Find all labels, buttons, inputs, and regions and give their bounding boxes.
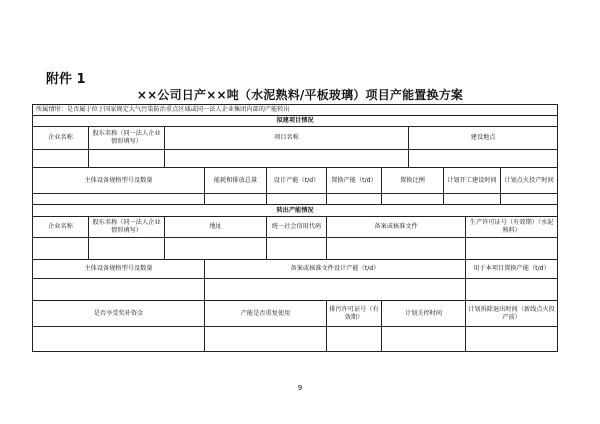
discharge-permit-label: 排污许可证号（有效期） <box>327 301 382 327</box>
cell <box>327 327 382 352</box>
new-project-heading: 拟建项目情况 <box>33 116 558 127</box>
new-main-equipment-label: 主体设备规格型号及数量 <box>33 168 205 194</box>
cell <box>33 279 205 301</box>
filing-docs-label: 备案或核准文件 <box>327 217 466 238</box>
cell <box>267 238 327 260</box>
cell <box>501 194 558 205</box>
cell <box>466 279 558 301</box>
cell <box>33 150 89 168</box>
attachment-label: 附件 1 <box>46 72 86 87</box>
transfer-company-name-label: 企业名称 <box>33 217 89 238</box>
document-title: ××公司日产××吨（水泥熟料/平板玻璃）项目产能置换方案 <box>136 88 464 102</box>
page-number: 9 <box>297 384 303 392</box>
cell <box>267 194 327 205</box>
subsidy-label: 是否享受奖补资金 <box>33 301 205 327</box>
location-label: 建设地点 <box>409 127 558 150</box>
reuse-label: 产能是否重复使用 <box>205 301 327 327</box>
cell <box>327 194 382 205</box>
cell <box>89 150 165 168</box>
used-capacity-label: 用于本项目置换产能（t/d） <box>466 260 558 279</box>
project-name-label: 项目名称 <box>165 127 409 150</box>
cell <box>327 238 466 260</box>
cell <box>205 279 466 301</box>
replacement-capacity-label: 置换产能（t/d） <box>327 168 382 194</box>
replacement-plan-table <box>32 104 558 352</box>
transfer-heading: 转出产能情况 <box>33 205 558 217</box>
cell <box>466 327 558 352</box>
planned-ignition-label: 计划点火投产时间 <box>501 168 558 194</box>
cell <box>165 150 409 168</box>
license-label: 生产许可证号（有效期）（水泥熟料） <box>466 217 558 238</box>
cell <box>165 238 267 260</box>
cell <box>382 194 444 205</box>
cell <box>205 194 267 205</box>
new-company-name-label: 企业名称 <box>33 127 89 150</box>
planned-shutdown-label: 计划关停时间 <box>382 301 466 327</box>
replacement-ratio-label: 置换比例 <box>382 168 444 194</box>
planned-demolition-label: 计划拆除退出时间（新线点火投产前） <box>466 301 558 327</box>
cell <box>444 194 501 205</box>
filing-capacity-label: 备案或核准文件设计产能（t/d） <box>205 260 466 279</box>
new-shareholder-label: 股东名称（同一法人企业情形填写） <box>89 127 165 150</box>
cell <box>205 327 327 352</box>
energy-emission-label: 能耗和排放总量 <box>205 168 267 194</box>
design-capacity-label: 设计产能（t/d） <box>267 168 327 194</box>
cell <box>33 327 205 352</box>
planned-start-label: 计划开工建设时间 <box>444 168 501 194</box>
transfer-shareholder-label: 股东名称（同一法人企业情形填写） <box>89 217 165 238</box>
situation-note: 所属情形：是否属于位于国家规定大气污染防治重点区域或同一法人企业集团内部的产能转出 <box>33 105 558 116</box>
cell <box>409 150 558 168</box>
cell <box>89 238 165 260</box>
address-label: 地址 <box>165 217 267 238</box>
credit-code-label: 统一社会信用代码 <box>267 217 327 238</box>
cell <box>466 238 558 260</box>
transfer-main-equipment-label: 主体设备规格型号及数量 <box>33 260 205 279</box>
cell <box>33 238 89 260</box>
cell <box>33 194 205 205</box>
cell <box>382 327 466 352</box>
